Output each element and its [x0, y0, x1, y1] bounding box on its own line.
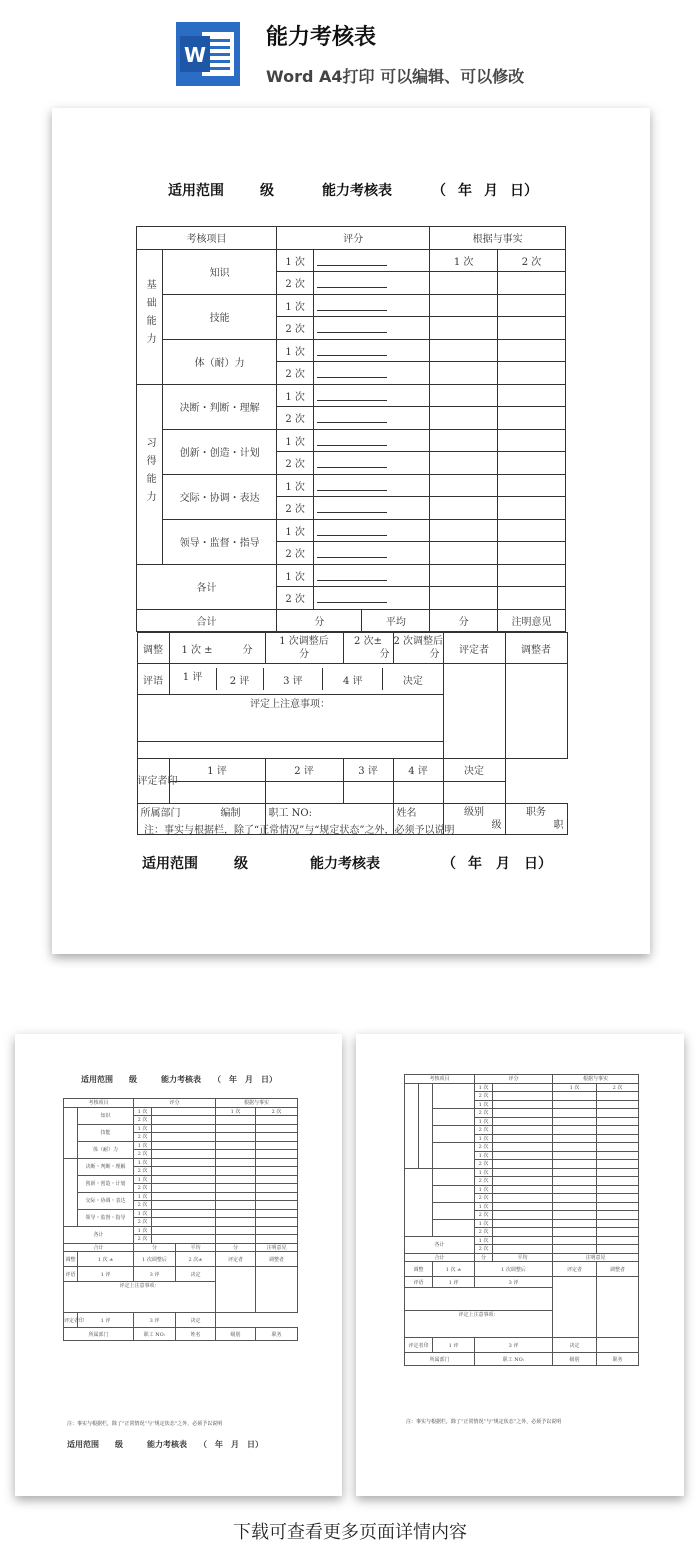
basis-cell[interactable] — [498, 407, 566, 430]
note-label: 注明意见 — [498, 609, 566, 632]
time-label: 1 次 — [277, 429, 314, 452]
dept-cell[interactable]: 所属部门 编制 — [137, 804, 265, 835]
basis-cell[interactable] — [430, 474, 498, 497]
comment-r4: 4 评 — [323, 668, 383, 690]
score-blank[interactable] — [314, 542, 430, 565]
basis-cell[interactable] — [430, 339, 498, 362]
time-label: 2 次 — [277, 272, 314, 295]
group-acquired: 习得能力 — [137, 384, 163, 564]
basis-cell[interactable] — [498, 542, 566, 565]
document-page-main — [52, 108, 650, 954]
adjust-label: 调整 — [137, 633, 169, 664]
basis-cell[interactable] — [498, 294, 566, 317]
basis-cell[interactable] — [430, 294, 498, 317]
adj2[interactable]: 2 次± 分 — [343, 633, 393, 664]
col-header-item: 考核项目 — [137, 227, 277, 250]
stamp-r2: 2 评 — [265, 759, 343, 782]
basis-cell[interactable] — [430, 272, 498, 295]
basis-first-header: 1 次 — [430, 249, 498, 272]
footer-day: 日） — [524, 856, 552, 872]
item-subtotal: 各计 — [137, 564, 277, 609]
assessment-table — [136, 226, 566, 835]
item-innovation: 创新・创造・计划 — [163, 429, 277, 474]
score-blank[interactable] — [314, 317, 430, 340]
total-label: 合计 — [137, 609, 277, 632]
title-scope: 适用范围 — [168, 183, 224, 199]
score-blank[interactable] — [314, 429, 430, 452]
stamp-cell[interactable] — [443, 781, 505, 804]
stamp-cell[interactable] — [393, 781, 443, 804]
footer-name: 能力考核表 — [310, 856, 380, 872]
average-label: 平均 — [362, 609, 430, 632]
adjuster-cell[interactable] — [505, 664, 567, 759]
basis-cell[interactable] — [430, 317, 498, 340]
footer-level: 级 — [234, 856, 248, 872]
thumb2-table: 考核项目 评分 根据与事实 1 次 1 次 2 次 2 次 1 次 2 次 1 次 2 次 1 次 2 次 1 次 2 次 1 次 2 次 1 次 2 次 1 次 2 次 1 次 2 次 各计 1 次 2 次 合计 分 平均 注明意见 调整 1 次 ± 1 次调整后 评定者 调整者 评语 1 评 3 评 评定上注意事项： 评定者印 1 评 3 评 决定 所属部门 职工 NO: 级别 职务 — [404, 1074, 639, 1366]
item-leadership: 领导・监督・指导 — [163, 519, 277, 564]
basis-cell[interactable] — [430, 452, 498, 475]
stamp-label: 评定者印 — [137, 759, 169, 804]
basis-cell[interactable] — [430, 497, 498, 520]
rater-cell[interactable] — [443, 664, 505, 759]
position-cell[interactable]: 职务 职 — [505, 804, 567, 835]
basis-cell[interactable] — [498, 362, 566, 385]
stamp-r4: 4 评 — [393, 759, 443, 782]
stamp-decide: 决定 — [443, 759, 505, 782]
score-blank[interactable] — [314, 339, 430, 362]
svg-text:W: W — [183, 43, 207, 67]
footer-paren: （ — [442, 856, 456, 872]
thumbnail-page-1[interactable] — [15, 1034, 342, 1496]
thumb1-foot: 适用范围 级 能力考核表 （ 年 月 日） — [67, 1439, 263, 1449]
score-blank[interactable] — [314, 564, 430, 587]
score-blank[interactable] — [314, 384, 430, 407]
basis-cell[interactable] — [498, 474, 566, 497]
score-blank[interactable] — [314, 407, 430, 430]
basis-cell[interactable] — [498, 564, 566, 587]
header-subtitle: Word A4打印 可以编辑、可以修改 — [266, 67, 525, 86]
note-line: 注：事实与根据栏，除了“正常情况”与“规定状态”之外，必须予以说明 — [144, 825, 455, 836]
summary-table — [137, 632, 568, 835]
download-more-text[interactable]: 下载可查看更多页面详情内容 — [233, 1522, 467, 1543]
title-month: 月 — [484, 183, 498, 199]
score-blank[interactable] — [314, 249, 430, 272]
basis-cell[interactable] — [430, 587, 498, 610]
time-label: 1 次 — [277, 474, 314, 497]
score-blank[interactable] — [314, 497, 430, 520]
word-icon — [176, 22, 240, 86]
comment-decide: 决定 — [383, 668, 443, 690]
basis-cell[interactable] — [430, 362, 498, 385]
title-name: 能力考核表 — [322, 183, 392, 199]
footer-year: 年 — [468, 856, 482, 872]
basis-second-header: 2 次 — [498, 249, 566, 272]
basis-cell[interactable] — [430, 564, 498, 587]
thumb1-table: 考核项目 评分 根据与事实 知识 1 次 1 次 2 次 2 次 技能 1 次 2 次 体（耐）力 1 次 2 次 决断・判断・理解 1 次 2 次 创新・创造・计划 1 次 2 次 交际・协调・表达 1 次 2 次 领导・监督・指导 1 次 2 次 各计 1 次 2 次 合计 分 平均 分 注明意见 调整 1 次 ± 1 次调整后 2 次± 评定者 调整者 评语 1 评 3 评 决定 评定上注意事项： 评定者印 1 评 3 评 决定 所属部门 职工 NO: 姓名 级别 职务 — [63, 1098, 298, 1341]
time-label: 2 次 — [277, 542, 314, 565]
comment-r2: 2 评 — [216, 668, 263, 690]
doc-title — [168, 180, 538, 200]
title-year: 年 — [458, 183, 472, 199]
comment-label: 评语 — [137, 664, 169, 695]
score-blank[interactable] — [314, 519, 430, 542]
basis-cell[interactable] — [430, 519, 498, 542]
score-blank[interactable] — [314, 587, 430, 610]
basis-cell[interactable] — [498, 272, 566, 295]
thumb2-note: 注：事实与根据栏，除了“正常情况”与“规定状态”之外，必须予以说明 — [406, 1419, 562, 1425]
stamp-cell[interactable] — [343, 781, 393, 804]
item-stamina: 体（耐）力 — [163, 339, 277, 384]
item-decision: 决断・判断・理解 — [163, 384, 277, 429]
basis-cell[interactable] — [430, 384, 498, 407]
basis-cell[interactable] — [430, 542, 498, 565]
score-blank[interactable] — [314, 474, 430, 497]
basis-cell[interactable] — [498, 519, 566, 542]
footer-scope: 适用范围 — [142, 856, 198, 872]
item-communication: 交际・协调・表达 — [163, 474, 277, 519]
group-basic: 基础能力 — [137, 249, 163, 384]
average-unit: 分 — [430, 609, 498, 632]
stamp-r1: 1 评 — [169, 759, 265, 782]
basis-cell[interactable] — [498, 384, 566, 407]
notice-gap — [137, 742, 443, 759]
item-knowledge: 知识 — [163, 249, 277, 294]
time-label: 1 次 — [277, 294, 314, 317]
footer-title — [142, 853, 552, 873]
item-skill: 技能 — [163, 294, 277, 339]
basis-cell[interactable] — [498, 339, 566, 362]
col-header-score: 评分 — [277, 227, 430, 250]
notice-cell[interactable]: 评定上注意事项： — [137, 695, 443, 742]
time-label: 1 次 — [277, 564, 314, 587]
rater-label: 评定者 — [443, 633, 505, 664]
thumbnail-page-2[interactable] — [356, 1034, 684, 1496]
time-label: 2 次 — [277, 407, 314, 430]
adj1-after[interactable]: 1 次调整后 分 — [265, 633, 343, 664]
basis-cell[interactable] — [498, 429, 566, 452]
stamp-r3: 3 评 — [343, 759, 393, 782]
comment-r1: 1 评 — [170, 668, 217, 690]
time-label: 2 次 — [277, 497, 314, 520]
title-paren: （ — [432, 183, 446, 199]
staff-no-cell[interactable]: 职工 NO: — [265, 804, 393, 835]
time-label: 1 次 — [277, 339, 314, 362]
basis-cell[interactable] — [430, 429, 498, 452]
time-label: 2 次 — [277, 452, 314, 475]
time-label: 1 次 — [277, 384, 314, 407]
stamp-cell[interactable] — [265, 781, 343, 804]
grade-cell[interactable]: 级别 级 — [443, 804, 505, 835]
footer-month: 月 — [496, 856, 510, 872]
basis-cell[interactable] — [498, 587, 566, 610]
comment-r3: 3 评 — [263, 668, 323, 690]
time-label: 2 次 — [277, 362, 314, 385]
header — [0, 0, 700, 100]
score-blank[interactable] — [314, 272, 430, 295]
adj2-after[interactable]: 2 次调整后 分 — [393, 633, 443, 664]
thumb1-note: 注：事实与根据栏，除了“正常情况”与“规定状态”之外，必须予以说明 — [67, 1421, 223, 1427]
title-day: 日） — [510, 183, 538, 199]
col-header-basis: 根据与事实 — [430, 227, 566, 250]
thumb1-title: 适用范围 级 能力考核表 （ 年 月 日） — [81, 1074, 277, 1084]
basis-cell[interactable] — [430, 407, 498, 430]
time-label: 2 次 — [277, 317, 314, 340]
adj1[interactable]: 1 次 ± 分 — [169, 633, 265, 664]
basis-cell[interactable] — [498, 452, 566, 475]
basis-cell[interactable] — [498, 317, 566, 340]
score-blank[interactable] — [314, 294, 430, 317]
time-label: 1 次 — [277, 519, 314, 542]
stamp-cell[interactable] — [169, 781, 265, 804]
basis-cell[interactable] — [498, 497, 566, 520]
title-level: 级 — [260, 183, 274, 199]
total-unit: 分 — [277, 609, 362, 632]
adjuster-label: 调整者 — [505, 633, 567, 664]
time-label: 2 次 — [277, 587, 314, 610]
score-blank[interactable] — [314, 362, 430, 385]
score-blank[interactable] — [314, 452, 430, 475]
name-cell[interactable]: 姓名 — [393, 804, 443, 835]
header-title: 能力考核表 — [266, 25, 377, 50]
time-label: 1 次 — [277, 249, 314, 272]
